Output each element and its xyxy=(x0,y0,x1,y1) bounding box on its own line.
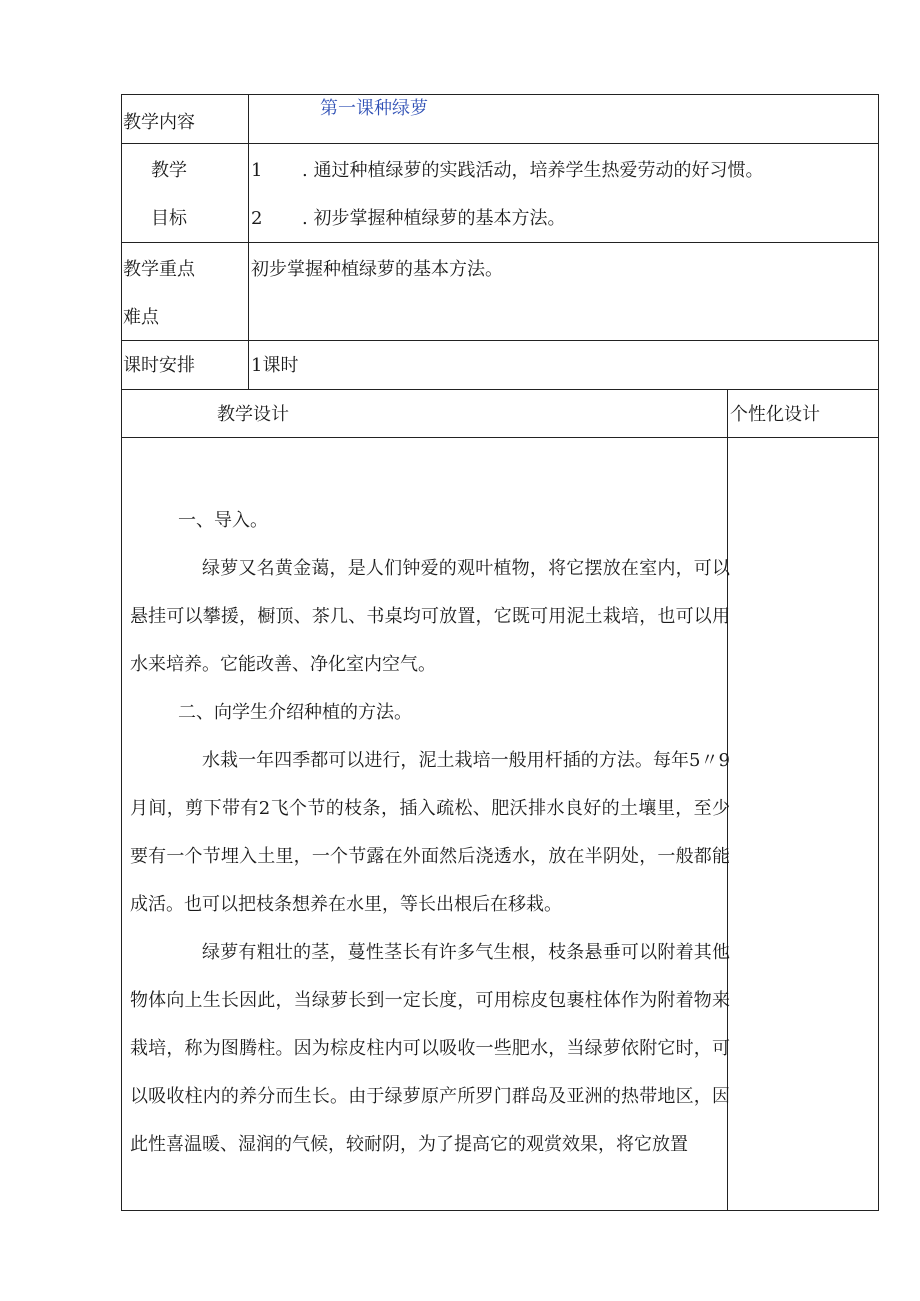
key-points-label-line1: 教学重点 xyxy=(123,259,195,280)
label-divider xyxy=(248,94,249,390)
rule-1 xyxy=(121,143,879,144)
content-label: 教学内容 xyxy=(123,112,195,133)
lesson-title: 第一课种绿萝 xyxy=(320,98,428,119)
schedule-value: 1课时 xyxy=(251,355,299,376)
rule-5 xyxy=(121,437,879,438)
border-top xyxy=(121,94,879,95)
goal-1-text: . 通过种植绿萝的实践活动，培养学生热爱劳动的好习惯。 xyxy=(302,160,764,181)
paragraph-totem-pole: 绿萝有粗壮的茎，蔓性茎长有许多气生根，枝条悬垂可以附着其他物体向上生长因此，当绿萝长到一定长度，可用棕皮包裹柱体作为附着物来栽培，称为图腾柱。因为棕皮柱内可以吸收一些肥水，当绿萝依附它时，可以吸收柱内的养分而生长。由于绿萝原产所罗门群岛及亚洲的热带地区，因此性喜温暖、湿润的气候，较耐阴，为了提高它的观赏效果，将它放置 xyxy=(130,942,730,1155)
goals-label-line2: 目标 xyxy=(151,208,187,229)
border-left xyxy=(121,94,122,1211)
goal-1-number: 1 xyxy=(251,160,263,181)
section-heading-method: 二、向学生介绍种植的方法。 xyxy=(178,702,412,723)
border-bottom xyxy=(121,1210,879,1211)
key-points-value: 初步掌握种植绿萝的基本方法。 xyxy=(251,259,503,280)
border-right xyxy=(878,94,879,1211)
key-points-label-line2: 难点 xyxy=(123,307,159,328)
goal-2-number: 2 xyxy=(251,208,263,229)
rule-3 xyxy=(121,340,879,341)
design-header-right: 个性化设计 xyxy=(730,404,820,425)
goals-label-line1: 教学 xyxy=(151,160,187,181)
section-heading-intro: 一、导入。 xyxy=(178,510,268,531)
schedule-label: 课时安排 xyxy=(123,355,195,376)
paragraph-intro: 绿萝又名黄金蔼，是人们钟爱的观叶植物，将它摆放在室内，可以悬挂可以攀援，橱顶、茶几、书桌均可放置，它既可用泥土栽培，也可以用水来培养。它能改善、净化室内空气。 xyxy=(130,558,730,675)
design-header-left: 教学设计 xyxy=(217,404,289,425)
goal-2-text: . 初步掌握种植绿萝的基本方法。 xyxy=(302,208,566,229)
rule-2 xyxy=(121,242,879,243)
paragraph-planting: 水栽一年四季都可以进行，泥土栽培一般用杆插的方法。每年5〃9月间，剪下带有2飞个节的枝条，插入疏松、肥沃排水良好的土壤里，至少要有一个节埋入土里，一个节露在外面然后浇透水，放在半阴处，一般都能成活。也可以把枝条想养在水里，等长出根后在移栽。 xyxy=(130,750,730,915)
rule-4 xyxy=(121,389,879,390)
